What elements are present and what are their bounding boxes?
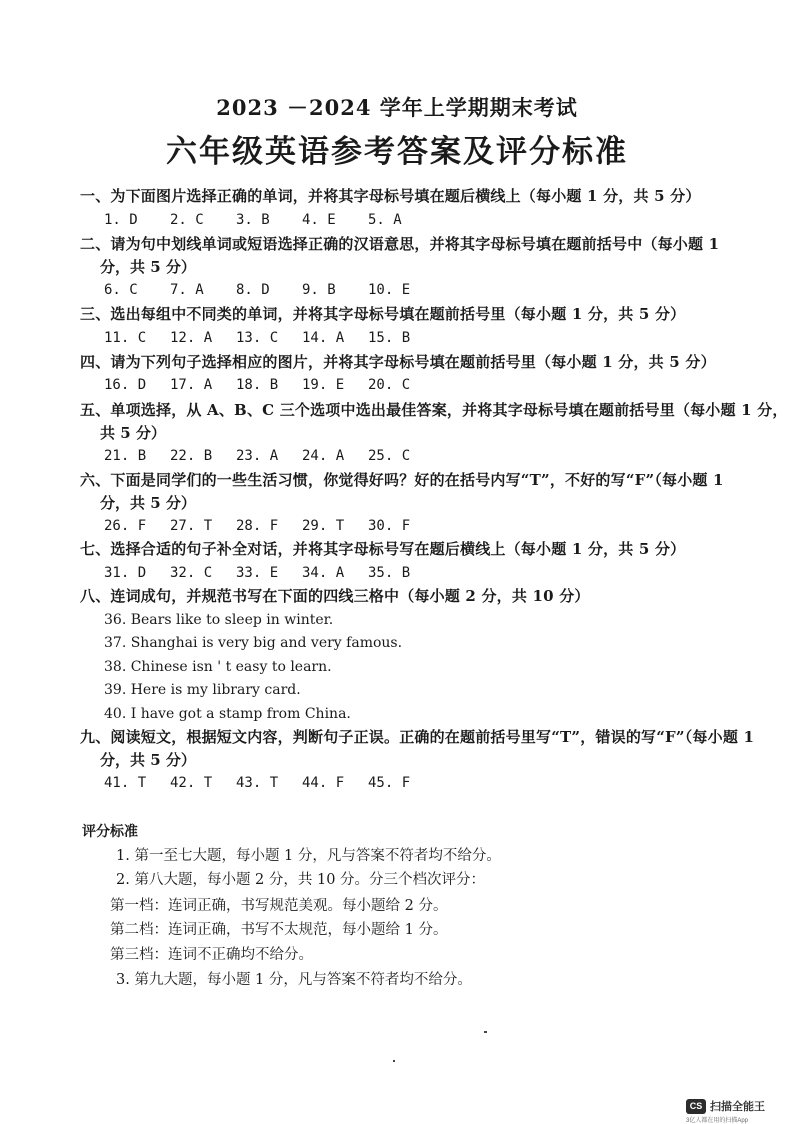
section-6-heading: 六、下面是同学们的一些生活习惯，你觉得好吗？好的在括号内写“T”，不好的写“F”（每小题 1 xyxy=(80,471,724,489)
section-6-answers xyxy=(104,516,434,536)
section-4-answers xyxy=(104,375,434,395)
answer-item: 27. T xyxy=(170,518,213,534)
answer-item: 22. B xyxy=(170,448,213,464)
section-5-answers xyxy=(104,446,434,466)
answer-item: 9. B xyxy=(302,282,336,298)
scoring-title: 评分标准 xyxy=(82,824,138,840)
answer-item: 4. E xyxy=(302,212,336,228)
section-2-heading: 二、请为句中划线单词或短语选择正确的汉语意思，并将其字母标号填在题前括号中（每小题 1 xyxy=(80,235,720,253)
answer-item: 21. B xyxy=(104,448,147,464)
section-2-heading-cont: 分，共 5 分） xyxy=(100,258,196,276)
scoring-line: 第二档：连词正确，书写不太规范，每小题给 1 分。 xyxy=(110,922,448,938)
answer-item: 41. T xyxy=(104,775,147,791)
scan-speck xyxy=(393,1060,395,1062)
section-9-heading: 九、阅读短文，根据短文内容，判断句子正误。正确的在题前括号里写“T”，错误的写“F”（每小题 1 xyxy=(80,728,755,746)
answer-item: 8. D xyxy=(236,282,270,298)
answer-item: 3. B xyxy=(236,212,270,228)
answer-item: 42. T xyxy=(170,775,213,791)
scoring-line: 1. 第一至七大题，每小题 1 分，凡与答案不符者均不给分。 xyxy=(116,848,501,864)
answer-item: 12. A xyxy=(170,330,213,346)
answer-item: 19. E xyxy=(302,377,345,393)
exam-term-title: 2023 －2024 学年上学期期末考试 xyxy=(216,95,578,120)
answer-item: 33. E xyxy=(236,565,279,581)
scoring-line: 2. 第八大题，每小题 2 分，共 10 分。分三个档次评分： xyxy=(116,872,486,888)
answer-item: 30. F xyxy=(368,518,411,534)
section-4-heading: 四、请为下列句子选择相应的图片，并将其字母标号填在题前括号里（每小题 1 分，共 5 分） xyxy=(80,353,716,371)
answer-item: 11. C xyxy=(104,330,147,346)
scoring-line: 第三档：连词不正确均不给分。 xyxy=(110,947,313,963)
sentence-answer: 39. Here is my library card. xyxy=(104,682,301,698)
scanner-app-name: 扫描全能王 xyxy=(710,1101,765,1113)
answer-item: 45. F xyxy=(368,775,411,791)
answer-item: 2. C xyxy=(170,212,204,228)
answer-item: 23. A xyxy=(236,448,279,464)
answer-item: 35. B xyxy=(368,565,411,581)
answer-item: 7. A xyxy=(170,282,204,298)
answer-item: 17. A xyxy=(170,377,213,393)
answer-item: 43. T xyxy=(236,775,279,791)
section-3-answers xyxy=(104,328,434,348)
scan-speck xyxy=(484,1031,487,1033)
section-2-answers xyxy=(104,280,434,300)
section-7-heading: 七、选择合适的句子补全对话，并将其字母标号写在题后横线上（每小题 1 分，共 5 分） xyxy=(80,540,686,558)
answer-item: 32. C xyxy=(170,565,213,581)
scoring-line: 3. 第九大题，每小题 1 分，凡与答案不符者均不给分。 xyxy=(116,972,472,988)
answer-item: 34. A xyxy=(302,565,345,581)
answer-item: 16. D xyxy=(104,377,147,393)
section-1-answers xyxy=(104,210,434,230)
section-1-heading: 一、为下面图片选择正确的单词，并将其字母标号填在题后横线上（每小题 1 分，共 5 分） xyxy=(80,187,701,205)
answer-item: 44. F xyxy=(302,775,345,791)
answer-key-title: 六年级英语参考答案及评分标准 xyxy=(166,134,628,170)
scanner-app-tagline: 3亿人都在用的扫描App xyxy=(686,1118,749,1124)
answer-item: 20. C xyxy=(368,377,411,393)
answer-item: 6. C xyxy=(104,282,138,298)
answer-item: 29. T xyxy=(302,518,345,534)
section-9-heading-cont: 分，共 5 分） xyxy=(100,751,196,769)
section-5-heading: 五、单项选择，从 A、B、C 三个选项中选出最佳答案，并将其字母标号填在题前括号里（每小题 1 分， xyxy=(80,401,788,419)
section-7-answers xyxy=(104,563,434,583)
answer-item: 28. F xyxy=(236,518,279,534)
scanner-logo-icon: CS xyxy=(686,1099,706,1114)
answer-item: 26. F xyxy=(104,518,147,534)
answer-item: 14. A xyxy=(302,330,345,346)
answer-item: 25. C xyxy=(368,448,411,464)
scoring-line: 第一档：连词正确，书写规范美观。每小题给 2 分。 xyxy=(110,898,448,914)
answer-item: 15. B xyxy=(368,330,411,346)
section-8-heading: 八、连词成句，并规范书写在下面的四线三格中（每小题 2 分，共 10 分） xyxy=(80,587,590,605)
section-3-heading: 三、选出每组中不同类的单词，并将其字母标号填在题前括号里（每小题 1 分，共 5 分） xyxy=(80,305,686,323)
answer-item: 24. A xyxy=(302,448,345,464)
sentence-answer: 40. I have got a stamp from China. xyxy=(104,706,351,722)
answer-item: 5. A xyxy=(368,212,402,228)
answer-item: 13. C xyxy=(236,330,279,346)
sentence-answer: 37. Shanghai is very big and very famous. xyxy=(104,635,403,651)
section-9-answers xyxy=(104,773,434,793)
sentence-answer: 38. Chinese isn ' t easy to learn. xyxy=(104,659,332,675)
answer-item: 18. B xyxy=(236,377,279,393)
section-5-heading-cont: 共 5 分） xyxy=(100,424,166,442)
answer-item: 31. D xyxy=(104,565,147,581)
sentence-answer: 36. Bears like to sleep in winter. xyxy=(104,612,334,628)
section-6-heading-cont: 分，共 5 分） xyxy=(100,494,196,512)
answer-item: 1. D xyxy=(104,212,138,228)
answer-item: 10. E xyxy=(368,282,411,298)
